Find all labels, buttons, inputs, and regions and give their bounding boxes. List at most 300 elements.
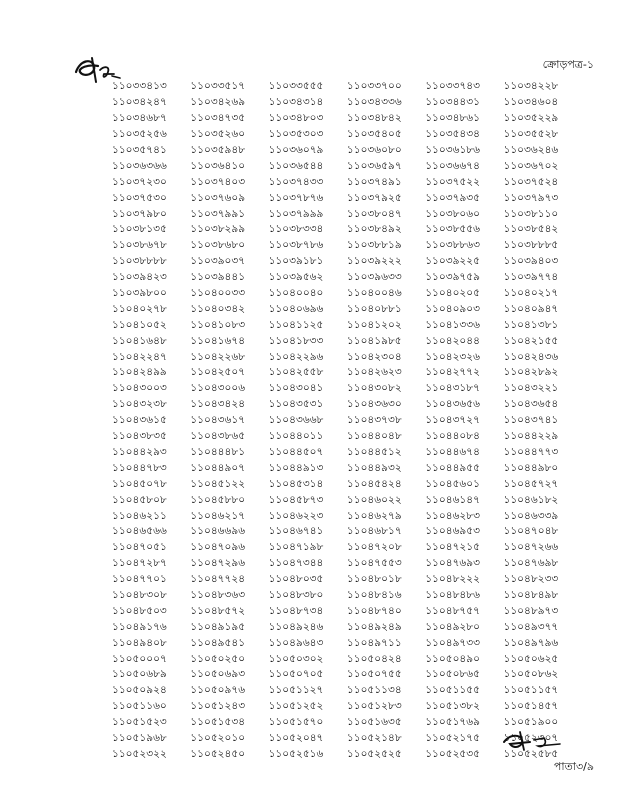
roll-number-cell: ১১০৫০৬৯৩ bbox=[190, 668, 246, 681]
roll-number-cell: ১১০৩৯৫৬২ bbox=[268, 271, 324, 284]
table-row bbox=[112, 255, 582, 271]
handwritten-initials-signature-bottom bbox=[500, 728, 564, 754]
roll-number-cell: ১১০৪৫৮৭৩ bbox=[268, 493, 324, 506]
roll-number-cell: ১১০৩৯০৩৭ bbox=[190, 255, 246, 268]
roll-number-cell: ১১০৪০০৪৬ bbox=[346, 287, 402, 300]
roll-number-cell: ১১০৩৬৭০২ bbox=[503, 159, 559, 172]
page-number: পাতা৩/৯ bbox=[553, 760, 594, 773]
roll-number-cell: ১১০৩৪৮৬১ bbox=[425, 112, 480, 125]
roll-number-cell: ১১০৩৮৬৭৮ bbox=[112, 239, 167, 252]
roll-number-cell: ১১০৪২৪৩৬ bbox=[503, 350, 559, 363]
roll-number-cell: ১১০৫১৯৬৮ bbox=[112, 731, 167, 744]
roll-number-cell: ১১০৪৯৫৪১ bbox=[190, 636, 246, 649]
roll-number-cell: ১১০৪৩৬১৭ bbox=[190, 414, 246, 427]
roll-number-cell: ১১০৪৪৯৫৫ bbox=[425, 461, 480, 474]
roll-number-cell: ১১০৪৮৫০৩ bbox=[112, 604, 167, 617]
table-row bbox=[112, 318, 582, 334]
roll-number-cell: ১১০৩৭৫৩০ bbox=[112, 191, 167, 204]
roll-number-cell: ১১০৪১০৫২ bbox=[112, 318, 167, 331]
table-row bbox=[112, 382, 582, 398]
roll-number-cell: ১১০৪৯৭৩৩ bbox=[425, 636, 480, 649]
roll-number-cell: ১১০৩৭২৩০ bbox=[112, 175, 167, 188]
roll-number-cell: ১১০৩৫৭৪১ bbox=[112, 144, 167, 157]
roll-number-cell: ১১০৪০২৭৮ bbox=[112, 302, 167, 315]
roll-number-cell: ১১০৫০৪৯০ bbox=[425, 652, 480, 665]
roll-number-cell: ১১০৫২৫৩৫ bbox=[425, 747, 480, 760]
table-row bbox=[112, 477, 582, 493]
roll-number-cell: ১১০৩৪২২৮ bbox=[503, 80, 559, 93]
table-row bbox=[112, 509, 582, 525]
roll-number-cell: ১১০৪০০৪০ bbox=[268, 287, 324, 300]
roll-number-cell: ১১০৫১১৩৪ bbox=[346, 684, 402, 697]
roll-number-cell: ১১০৩৪৪৩১ bbox=[425, 96, 480, 109]
roll-number-cell: ১১০৪৯৩৭৭ bbox=[503, 620, 559, 633]
roll-number-cell: ১১০৫০৮৬২ bbox=[503, 668, 559, 681]
roll-number-cell: ১১০৪৯২৪৬ bbox=[268, 620, 324, 633]
roll-number-cell: ১১০৫১৩৮২ bbox=[425, 700, 480, 713]
roll-number-cell: ১১০৪৪৯১৩ bbox=[268, 461, 324, 474]
roll-number-cell: ১১০৪৮৩৮০ bbox=[268, 588, 324, 601]
roll-number-cell: ১১০৪৫৩১৪ bbox=[268, 477, 324, 490]
table-row bbox=[112, 636, 582, 652]
roll-number-cell: ১১০৩৬০৭৯ bbox=[268, 144, 324, 157]
roll-number-cell: ১১০৪২৬২৩ bbox=[346, 366, 402, 379]
roll-number-cell: ১১০৩৯৭৭৪ bbox=[503, 271, 559, 284]
roll-number-cell: ১১০৪৭৭০১ bbox=[112, 573, 167, 586]
roll-number-cell: ১১০৪৭২১৫ bbox=[425, 541, 480, 554]
roll-number-cell: ১১০৪৬৫৬৬ bbox=[112, 525, 167, 538]
roll-number-cell: ১১০৩৪৮০৩ bbox=[268, 112, 324, 125]
table-row bbox=[112, 302, 582, 318]
roll-number-cell: ১১০৪৫১২২ bbox=[190, 477, 246, 490]
roll-number-cell: ১১০৩৭৪০৩ bbox=[190, 175, 246, 188]
roll-number-cell: ১১০৪৩৬৫৬ bbox=[425, 398, 480, 411]
roll-number-cell: ১১০৩৮৩৩৪ bbox=[268, 223, 324, 236]
roll-number-cell: ১১০৩৬১৮৬ bbox=[425, 144, 480, 157]
roll-number-cell: ১১০৪৪৭৭৩ bbox=[503, 445, 559, 458]
roll-number-cell: ১১০৪০৯০৩ bbox=[425, 302, 480, 315]
table-row bbox=[112, 493, 582, 509]
roll-number-cell: ১১০৫১১৬০ bbox=[112, 700, 167, 713]
table-row bbox=[112, 128, 582, 144]
roll-number-cell: ১১০৪১৬৭৪ bbox=[190, 334, 246, 347]
roll-number-cell: ১১০৪৭৬৯৮ bbox=[503, 557, 559, 570]
roll-number-cell: ১১০৪৬৬৯৬ bbox=[190, 525, 246, 538]
roll-number-cell: ১১০৩৮০৪৭ bbox=[346, 207, 402, 220]
roll-number-cell: ১১০৪৬৭৪১ bbox=[268, 525, 324, 538]
roll-number-table bbox=[112, 80, 582, 763]
roll-number-cell: ১১০৪৮৪১৬ bbox=[346, 588, 402, 601]
roll-number-cell: ১১০৫১৫২৩ bbox=[112, 716, 167, 729]
roll-number-cell: ১১০৪১৯৮৫ bbox=[346, 334, 402, 347]
table-row bbox=[112, 700, 582, 716]
roll-number-cell: ১১০৩৬২৪৬ bbox=[503, 144, 559, 157]
roll-number-cell: ১১০৪৮৭৩৪ bbox=[268, 604, 324, 617]
table-row bbox=[112, 573, 582, 589]
roll-number-cell: ১১০৪৬১৮২ bbox=[503, 493, 559, 506]
roll-number-cell: ১১০৪৩০০৬ bbox=[190, 382, 246, 395]
roll-number-cell: ১১০৪৩৬৫৪ bbox=[503, 398, 559, 411]
roll-number-cell: ১১০৪৯২৪৯ bbox=[346, 620, 402, 633]
roll-number-cell: ১১০৩৭৬০৯ bbox=[190, 191, 246, 204]
roll-number-cell: ১১০৪৪৬৭৪ bbox=[425, 445, 480, 458]
table-row bbox=[112, 557, 582, 573]
roll-number-cell: ১১০৪৩৪২৪ bbox=[190, 398, 246, 411]
roll-number-cell: ১১০৪৭২৬৬ bbox=[503, 541, 559, 554]
roll-number-cell: ১১০৩৫৪৩৪ bbox=[425, 128, 480, 141]
roll-number-cell: ১১০৪১১২৫ bbox=[268, 318, 324, 331]
roll-number-cell: ১১০৪০০৩৩ bbox=[190, 287, 246, 300]
table-row bbox=[112, 287, 582, 303]
roll-number-cell: ১১০৩৩৪১৩ bbox=[112, 80, 167, 93]
table-row bbox=[112, 589, 582, 605]
roll-number-cell: ১১০৩৫৩০৩ bbox=[268, 128, 324, 141]
table-row bbox=[112, 80, 582, 96]
table-row bbox=[112, 271, 582, 287]
roll-number-cell: ১১০৪৭০৯৬ bbox=[190, 541, 246, 554]
roll-number-cell: ১১০৩৮৮৮৮ bbox=[112, 255, 167, 268]
roll-number-cell: ১১০৪৬০২২ bbox=[346, 493, 402, 506]
roll-number-cell: ১১০৪২২৯৬ bbox=[268, 350, 324, 363]
roll-number-cell: ১১০৪৮০১৮ bbox=[346, 573, 402, 586]
roll-number-cell: ১১০৩৭৯৯৯ bbox=[268, 207, 324, 220]
roll-number-cell: ১১০৪৪৯৩২ bbox=[346, 461, 402, 474]
roll-number-cell: ১১০৩৮৮৬৩ bbox=[425, 239, 480, 252]
roll-number-cell: ১১০৪৪০১১ bbox=[268, 430, 324, 443]
roll-number-cell: ১১০৪১৩৩৬ bbox=[425, 318, 480, 331]
roll-number-cell: ১১০৫০৬২৫ bbox=[503, 652, 559, 665]
table-row bbox=[112, 652, 582, 668]
roll-number-cell: ১১০৪৯২৮০ bbox=[425, 620, 480, 633]
roll-number-cell: ১১০৩৬৫৪৪ bbox=[268, 159, 324, 172]
table-row bbox=[112, 541, 582, 557]
roll-number-cell: ১১০৪৬২১১ bbox=[112, 509, 167, 522]
roll-number-cell: ১১০৫১২৪৩ bbox=[190, 700, 246, 713]
table-row bbox=[112, 239, 582, 255]
roll-number-cell: ১১০৩৯১৮১ bbox=[268, 255, 324, 268]
roll-number-cell: ১১০৫০৪২৪ bbox=[346, 652, 402, 665]
roll-number-cell: ১১০৪৮৪৮৬ bbox=[425, 588, 480, 601]
table-row bbox=[112, 620, 582, 636]
roll-number-cell: ১১০৪২৭৭২ bbox=[425, 366, 480, 379]
roll-number-cell: ১১০৩৯৪৪১ bbox=[190, 271, 246, 284]
table-row bbox=[112, 112, 582, 128]
roll-number-cell: ১১০৪৫৭২৭ bbox=[503, 477, 559, 490]
roll-number-cell: ১১০৩৪৭৩৫ bbox=[190, 112, 246, 125]
roll-number-cell: ১১০৪১০৮৩ bbox=[190, 318, 246, 331]
roll-number-cell: ১১০৪৬৯৫৩ bbox=[425, 525, 480, 538]
roll-number-cell: ১১০৫২০৪৭ bbox=[268, 731, 324, 744]
roll-number-cell: ১১০৪৫৬০১ bbox=[425, 477, 480, 490]
roll-number-cell: ১১০৪৩০০৩ bbox=[112, 382, 167, 395]
table-row bbox=[112, 604, 582, 620]
roll-number-cell: ১১০৪৬১৪৭ bbox=[425, 493, 480, 506]
table-row bbox=[112, 159, 582, 175]
roll-number-cell: ১১০৪৭২৯৬ bbox=[190, 557, 246, 570]
table-row bbox=[112, 668, 582, 684]
roll-number-cell: ১১০৩৭৯৭৩ bbox=[503, 191, 559, 204]
roll-number-cell: ১১০৫২১৭৫ bbox=[425, 731, 480, 744]
roll-number-cell: ১১০৪২০৪৪ bbox=[425, 334, 480, 347]
roll-number-cell: ১১০৪৪০৪৮ bbox=[346, 430, 402, 443]
roll-number-cell: ১১০৩৯৭৫৯ bbox=[425, 271, 480, 284]
roll-number-cell: ১১০৩৮৪৯২ bbox=[346, 223, 402, 236]
roll-number-cell: ১১০৪২৩২৬ bbox=[425, 350, 480, 363]
roll-number-cell: ১১০৪২৫০৭ bbox=[190, 366, 246, 379]
roll-number-cell: ১১০৪৭২০৮ bbox=[346, 541, 402, 554]
table-row bbox=[112, 223, 582, 239]
roll-number-cell: ১১০৩৪৬৮৭ bbox=[112, 112, 167, 125]
table-row bbox=[112, 414, 582, 430]
roll-number-cell: ১১০৪৮৩০৮ bbox=[112, 588, 167, 601]
table-row bbox=[112, 175, 582, 191]
roll-number-cell: ১১০৩৭৮৭৬ bbox=[268, 191, 324, 204]
roll-number-cell: ১১০৩৩৭৪৩ bbox=[425, 80, 480, 93]
roll-number-cell: ১১০৪৩৭৩৮ bbox=[346, 414, 402, 427]
roll-number-cell: ১১০৩৪২৪৭ bbox=[112, 96, 167, 109]
roll-number-cell: ১১০৩৮৫৪২ bbox=[503, 223, 559, 236]
roll-number-cell: ১১০৪৬৮১৭ bbox=[346, 525, 402, 538]
roll-number-cell: ১১০৫২৫৮৫ bbox=[503, 747, 559, 760]
roll-number-cell: ১১০৫১৯০০ bbox=[503, 716, 559, 729]
roll-number-cell: ১১০৪৮৭৪০ bbox=[346, 604, 402, 617]
roll-number-cell: ১১০৩৪৬০৪ bbox=[503, 96, 559, 109]
table-row bbox=[112, 144, 582, 160]
roll-number-cell: ১১০৩৩৫৫৫ bbox=[268, 80, 324, 93]
roll-number-cell: ১১০৪২১৫৫ bbox=[503, 334, 559, 347]
roll-number-cell: ১১০৪৩৭৪১ bbox=[503, 414, 559, 427]
table-row bbox=[112, 334, 582, 350]
roll-number-cell: ১১০৪৫০৭৮ bbox=[112, 477, 167, 490]
roll-number-cell: ১১০৪৪৭৮৩ bbox=[112, 461, 167, 474]
roll-number-cell: ১১০৩৫২৫৬ bbox=[112, 128, 167, 141]
table-row bbox=[112, 191, 582, 207]
roll-number-cell: ১১০৩৪৮৪২ bbox=[346, 112, 402, 125]
roll-number-cell: ১১০৪৩৬৩০ bbox=[346, 398, 402, 411]
roll-number-cell: ১১০৪৩৮৬৫ bbox=[190, 430, 246, 443]
roll-number-cell: ১১০৩৬০৮০ bbox=[346, 144, 402, 157]
table-row bbox=[112, 461, 582, 477]
roll-number-cell: ১১০৫১১৫৫ bbox=[425, 684, 480, 697]
table-row bbox=[112, 350, 582, 366]
roll-number-cell: ১১০৩৯৮০০ bbox=[112, 287, 167, 300]
table-row bbox=[112, 684, 582, 700]
roll-number-cell: ১১০৩৪২৬৯ bbox=[190, 96, 246, 109]
roll-number-cell: ১১০৫১৪৫৭ bbox=[503, 700, 559, 713]
roll-number-cell: ১১০৩৮১১০ bbox=[503, 207, 559, 220]
roll-number-cell: ১১০৪২৪৯৯ bbox=[112, 366, 167, 379]
roll-number-cell: ১১০৫০০০৭ bbox=[112, 652, 167, 665]
roll-number-cell: ১১০৪৬২৮৩ bbox=[425, 509, 480, 522]
roll-number-cell: ১১০৫২১৪৮ bbox=[346, 731, 402, 744]
annex-label: ক্রোড়পত্র-১ bbox=[542, 58, 594, 71]
roll-number-cell: ১১০৪৮০৩৫ bbox=[268, 573, 324, 586]
roll-number-cell: ১১০৪৩০৪১ bbox=[268, 382, 324, 395]
roll-number-cell: ১১০৪৭৫৫৩ bbox=[346, 557, 402, 570]
roll-number-cell: ১১০৩৬৩৬৬ bbox=[112, 159, 167, 172]
roll-number-cell: ১১০৫২৫১৬ bbox=[268, 747, 324, 760]
roll-number-cell: ১১০৪৯৪০৮ bbox=[112, 636, 167, 649]
roll-number-cell: ১১০৪৪০৮৪ bbox=[425, 430, 480, 443]
roll-number-cell: ১১০৪৮৯৭৩ bbox=[503, 604, 559, 617]
roll-number-cell: ১১০৪২৩০৪ bbox=[346, 350, 402, 363]
roll-number-cell: ১১০৫১২৮৩ bbox=[346, 700, 402, 713]
roll-number-cell: ১১০৪৬২৭৯ bbox=[346, 509, 402, 522]
roll-number-cell: ১১০৪১৩৮১ bbox=[503, 318, 559, 331]
roll-number-cell: ১১০৩৩৭০০ bbox=[346, 80, 402, 93]
roll-number-cell: ১১০৪৩৭২৭ bbox=[425, 414, 480, 427]
roll-number-cell: ১১০৪০৯৪৭ bbox=[503, 302, 559, 315]
roll-number-cell: ১১০৫০৮৬৫ bbox=[425, 668, 480, 681]
roll-number-cell: ১১০৪২৮৯২ bbox=[503, 366, 559, 379]
roll-number-cell: ১১০৪৮৩৬৩ bbox=[190, 588, 246, 601]
roll-number-cell: ১১০৫২৪৫০ bbox=[190, 747, 246, 760]
roll-number-cell: ১১০৪৭০৪৮ bbox=[503, 525, 559, 538]
roll-number-cell: ১১০৫১৫৩৪ bbox=[190, 716, 246, 729]
roll-number-cell: ১১০৩৯২২৫ bbox=[425, 255, 480, 268]
roll-number-cell: ১১০৪৩১৮৭ bbox=[425, 382, 480, 395]
roll-number-cell: ১১০৪৭৩৪৪ bbox=[268, 557, 324, 570]
roll-number-cell: ১১০৫১৭৬৯ bbox=[425, 716, 480, 729]
roll-number-cell: ১১০৩৭৯৯১ bbox=[190, 207, 246, 220]
roll-number-cell: ১১০৪২৫৫৮ bbox=[268, 366, 324, 379]
roll-number-cell: ১১০৪৪৯০৭ bbox=[190, 461, 246, 474]
roll-number-cell: ১১০৪২২৪৭ bbox=[112, 350, 167, 363]
roll-number-cell: ১১০৩৯৪২৩ bbox=[112, 271, 167, 284]
roll-number-cell: ১১০৪৮২৩৩ bbox=[503, 573, 559, 586]
roll-number-cell: ১১০৪৩৬৬৮ bbox=[268, 414, 324, 427]
roll-number-cell: ১১০৪৪২৯৩ bbox=[112, 445, 167, 458]
roll-number-cell: ১১০৩৮৮১৯ bbox=[346, 239, 402, 252]
table-row bbox=[112, 525, 582, 541]
roll-number-cell: ১১০৩৭৯৩৫ bbox=[425, 191, 480, 204]
roll-number-cell: ১১০৩৩৫১৭ bbox=[190, 80, 246, 93]
roll-number-cell: ১১০৪৬২২৩ bbox=[268, 509, 324, 522]
roll-number-cell: ১১০৫২৫২৫ bbox=[346, 747, 402, 760]
roll-number-cell: ১১০৩৮৭৮৬ bbox=[268, 239, 324, 252]
roll-number-cell: ১১০৪৩৮৩৫ bbox=[112, 430, 167, 443]
roll-number-cell: ১১০৩৭৪৩৩ bbox=[268, 175, 324, 188]
roll-number-cell: ১১০৪৯১৯৫ bbox=[190, 620, 246, 633]
roll-number-cell: ১১০৪৮৪৯৮ bbox=[503, 588, 559, 601]
roll-number-cell: ১১০৪৯৬৪৩ bbox=[268, 636, 324, 649]
roll-number-cell: ১১০৩৮৫৫৬ bbox=[425, 223, 480, 236]
roll-number-cell: ১১০৩৮১৩৫ bbox=[112, 223, 167, 236]
roll-number-cell: ১১০৪৭১৯৮ bbox=[268, 541, 324, 554]
roll-number-cell: ১১০৪৮৫৭২ bbox=[190, 604, 246, 617]
roll-number-cell: ১১০৩৯২২২ bbox=[346, 255, 402, 268]
roll-number-cell: ১১০৪২২৬৮ bbox=[190, 350, 246, 363]
roll-number-cell: ১১০৫০৭৫৫ bbox=[346, 668, 402, 681]
roll-number-cell: ১১০৩৮৬৮০ bbox=[190, 239, 246, 252]
table-row bbox=[112, 207, 582, 223]
roll-number-cell: ১১০৪৮২২২ bbox=[425, 573, 480, 586]
table-row bbox=[112, 366, 582, 382]
roll-number-cell: ১১০৩৫৪০৫ bbox=[346, 128, 402, 141]
roll-number-cell: ১১০৪৩০৮২ bbox=[346, 382, 402, 395]
roll-number-cell: ১১০৪৭৭২৪ bbox=[190, 573, 246, 586]
roll-number-cell: ১১০৩৬৫৯৭ bbox=[346, 159, 402, 172]
roll-number-cell: ১১০৪৫৪২৪ bbox=[346, 477, 402, 490]
roll-number-cell: ১১০৫১১২৭ bbox=[268, 684, 324, 697]
roll-number-cell: ১১০৪০২১৭ bbox=[503, 287, 559, 300]
roll-number-cell: ১১০৪৯৭৯৬ bbox=[503, 636, 559, 649]
roll-number-cell: ১১০৪১৮৩৩ bbox=[268, 334, 324, 347]
roll-number-cell: ১১০৫১১৫৭ bbox=[503, 684, 559, 697]
roll-number-cell: ১১০৩৭৫২৪ bbox=[503, 175, 559, 188]
roll-number-cell: ১১০৪১৬৪৮ bbox=[112, 334, 167, 347]
roll-number-cell: ১১০৩৫২৬০ bbox=[190, 128, 246, 141]
roll-number-cell: ১১০৪৫৮৮০ bbox=[190, 493, 246, 506]
roll-number-cell: ১১০৪৬২১৭ bbox=[190, 509, 246, 522]
roll-number-cell: ১১০৪০৬৯৬ bbox=[268, 302, 324, 315]
roll-number-cell: ১১০৫০৬৮৯ bbox=[112, 668, 167, 681]
roll-number-cell: ১১০৩৭৪৯১ bbox=[346, 175, 402, 188]
table-row bbox=[112, 398, 582, 414]
roll-number-cell: ১১০৩৭৯৮০ bbox=[112, 207, 167, 220]
roll-number-cell: ১১০৪৭০৫১ bbox=[112, 541, 167, 554]
roll-number-cell: ১১০৩৯৪০৩ bbox=[503, 255, 559, 268]
roll-number-cell: ১১০৩৯৬৩৩ bbox=[346, 271, 402, 284]
roll-number-cell: ১১০৪৪৫০৭ bbox=[268, 445, 324, 458]
roll-number-cell: ১১০৩৫৫২৮ bbox=[503, 128, 559, 141]
roll-number-cell: ১১০৪৩২৩৮ bbox=[112, 398, 167, 411]
roll-number-cell: ১১০৪৪৯৮০ bbox=[503, 461, 559, 474]
roll-number-cell: ১১০৪৫৮০৮ bbox=[112, 493, 167, 506]
roll-number-cell: ১১০৫২৩০৭ bbox=[503, 731, 559, 744]
roll-number-cell: ১১০৪৪৫১২ bbox=[346, 445, 402, 458]
roll-number-cell: ১১০৩৭৯২৫ bbox=[346, 191, 402, 204]
roll-number-cell: ১১০৩৮০৬০ bbox=[425, 207, 480, 220]
roll-number-cell: ১১০৫০৩০২ bbox=[268, 652, 324, 665]
roll-number-cell: ১১০৩৬৪১০ bbox=[190, 159, 246, 172]
roll-number-cell: ১১০৪৬৩৩৯ bbox=[503, 509, 559, 522]
roll-number-cell: ১১০৫২০১০ bbox=[190, 731, 246, 744]
roll-number-cell: ১১০৩৪৩১৪ bbox=[268, 96, 324, 109]
roll-number-cell: ১১০৩৭৫২২ bbox=[425, 175, 480, 188]
roll-number-cell: ১১০৫০২৫০ bbox=[190, 652, 246, 665]
roll-number-cell: ১১০৫০৯৭৬ bbox=[190, 684, 246, 697]
roll-number-cell: ১১০৪৮৭৫৭ bbox=[425, 604, 480, 617]
roll-number-cell: ১১০৫০৭০৫ bbox=[268, 668, 324, 681]
roll-number-cell: ১১০৫০৯২৪ bbox=[112, 684, 167, 697]
roll-number-cell: ১১০৩৪৩৩৬ bbox=[346, 96, 402, 109]
roll-number-cell: ১১০৪৯৭১১ bbox=[346, 636, 402, 649]
roll-number-cell: ১১০৩৫৯৪৮ bbox=[190, 144, 246, 157]
table-row bbox=[112, 445, 582, 461]
roll-number-cell: ১১০৪৩৫৩১ bbox=[268, 398, 324, 411]
roll-number-cell: ১১০৩৮২৯৯ bbox=[190, 223, 246, 236]
roll-number-cell: ১১০৪৭৬৯৩ bbox=[425, 557, 480, 570]
roll-number-cell: ১১০৪০৩৪২ bbox=[190, 302, 246, 315]
roll-number-cell: ১১০৪০২০৫ bbox=[425, 287, 480, 300]
roll-number-cell: ১১০৫২৩২২ bbox=[112, 747, 167, 760]
roll-number-cell: ১১০৩৫২২৯ bbox=[503, 112, 559, 125]
table-row bbox=[112, 96, 582, 112]
roll-number-cell: ১১০৫১২৫২ bbox=[268, 700, 324, 713]
roll-number-cell: ১১০৩৮৮৮৫ bbox=[503, 239, 559, 252]
roll-number-cell: ১১০৪৩৬১৫ bbox=[112, 414, 167, 427]
table-row bbox=[112, 430, 582, 446]
roll-number-cell: ১১০৪১২০২ bbox=[346, 318, 402, 331]
roll-number-cell: ১১০৪৯১৭৬ bbox=[112, 620, 167, 633]
roll-number-cell: ১১০৪৩২২১ bbox=[503, 382, 559, 395]
roll-number-cell: ১১০৫১৫৭০ bbox=[268, 716, 324, 729]
roll-number-cell: ১১০৫১৬৩৫ bbox=[346, 716, 402, 729]
roll-number-cell: ১১০৪০৮৮১ bbox=[346, 302, 402, 315]
roll-number-cell: ১১০৪৭২৮৭ bbox=[112, 557, 167, 570]
roll-number-cell: ১১০৪৪২২৯ bbox=[503, 430, 559, 443]
